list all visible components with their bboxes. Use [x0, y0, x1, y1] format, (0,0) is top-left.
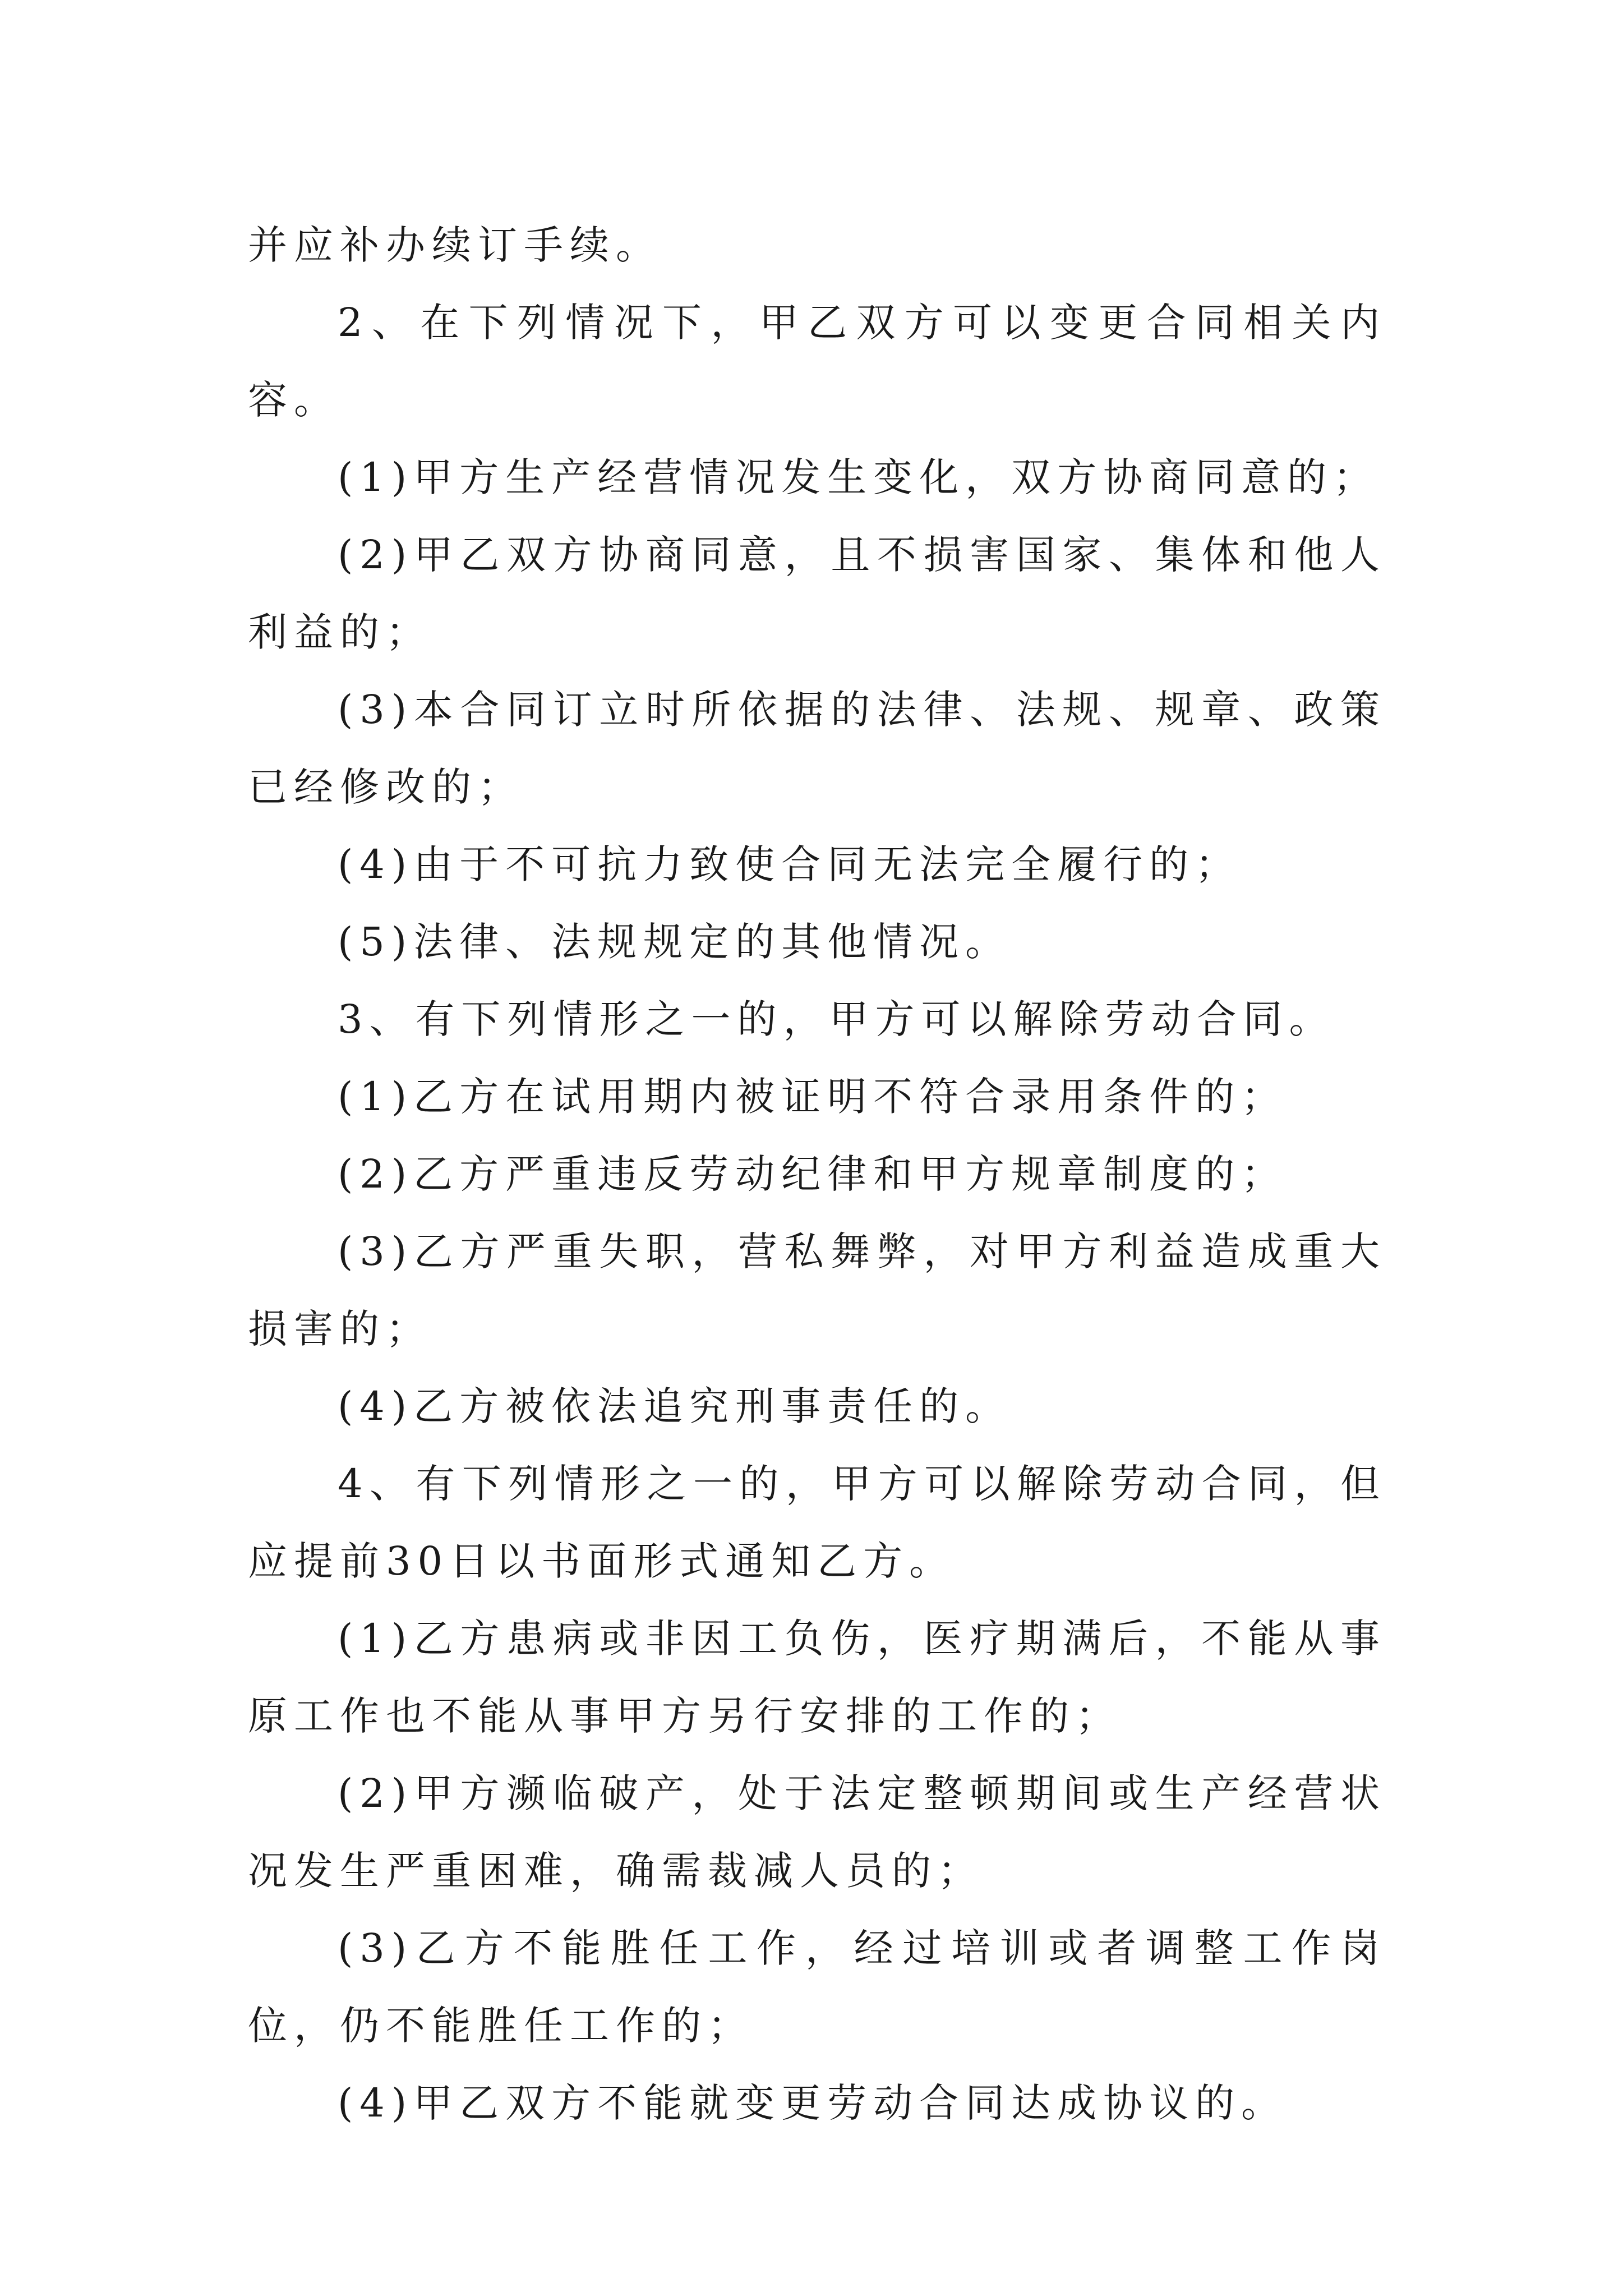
paragraph: 并应补办续订手续。 [248, 222, 662, 268]
paragraph: (2)甲乙双方协商同意，且不损害国家、集体和他人利益的； [248, 532, 1386, 655]
paragraph: (4)乙方被依法追究刑事责任的。 [338, 1383, 1012, 1429]
paragraph: 2、在下列情况下，甲乙双方可以变更合同相关内容。 [248, 300, 1386, 423]
paragraph: (3)乙方严重失职，营私舞弊，对甲方利益造成重大损害的； [248, 1228, 1386, 1352]
paragraph: (4)由于不可抗力致使合同无法完全履行的； [338, 841, 1242, 887]
paragraph: (2)乙方严重违反劳动纪律和甲方规章制度的； [338, 1151, 1288, 1197]
document-body [248, 206, 1386, 2142]
paragraph: 4、有下列情形之一的，甲方可以解除劳动合同，但应提前30日以书面形式通知乙方。 [248, 1461, 1386, 1584]
paragraph: (2)甲方濒临破产，处于法定整顿期间或生产经营状况发生严重困难，确需裁减人员的； [248, 1770, 1386, 1894]
paragraph: (3)乙方不能胜任工作，经过培训或者调整工作岗位，仍不能胜任工作的； [248, 1925, 1386, 2049]
paragraph: (1)乙方在试用期内被证明不符合录用条件的； [338, 1074, 1288, 1120]
paragraph: (1)乙方患病或非因工负伤，医疗期满后，不能从事原工作也不能从事甲方另行安排的工作的； [248, 1616, 1386, 1739]
paragraph: (4)甲乙双方不能就变更劳动合同达成协议的。 [338, 2080, 1288, 2126]
paragraph: (1)甲方生产经营情况发生变化，双方协商同意的； [338, 454, 1380, 500]
paragraph: 3、有下列情形之一的，甲方可以解除劳动合同。 [338, 996, 1335, 1042]
paragraph: (5)法律、法规规定的其他情况。 [338, 919, 1012, 965]
paragraph: (3)本合同订立时所依据的法律、法规、规章、政策已经修改的； [248, 687, 1386, 810]
